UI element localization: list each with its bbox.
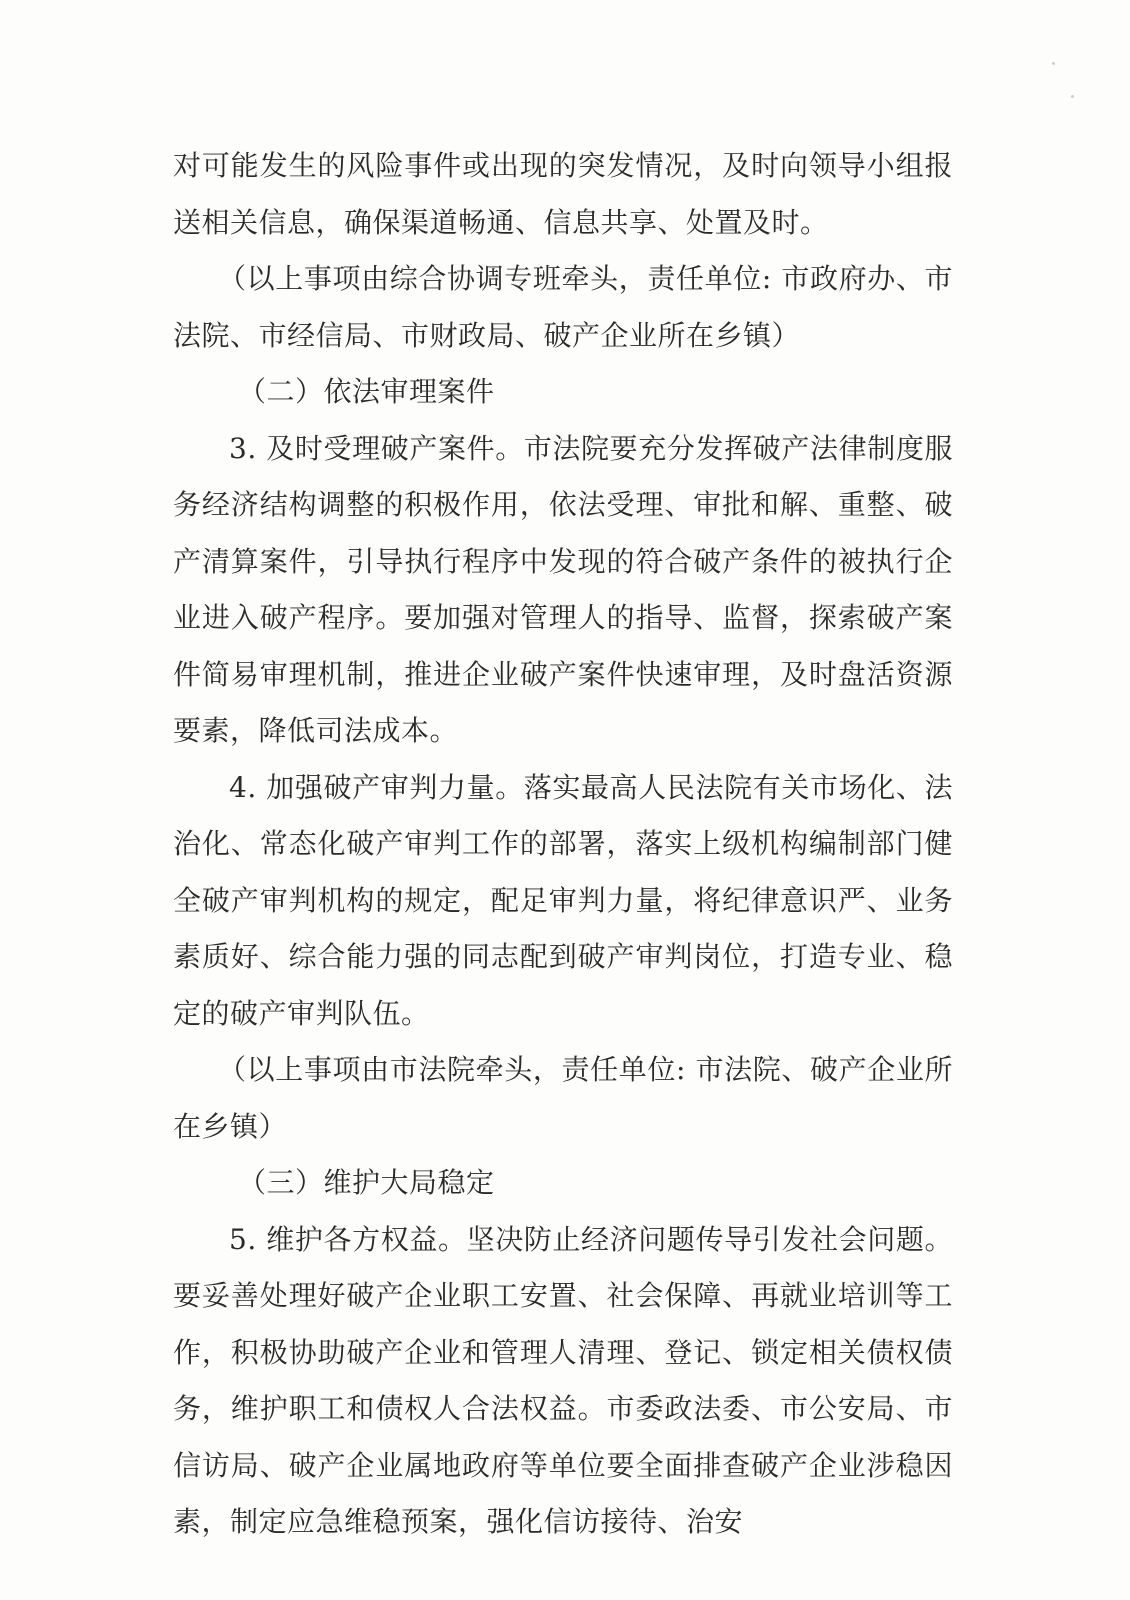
section-heading-stability: （三）维护大局稳定 (238, 1166, 495, 1199)
document-body (173, 138, 953, 1551)
section-heading-trial: （二）依法审理案件 (238, 375, 495, 408)
paragraph-item-5: 5. 维护各方权益。坚决防止经济问题传导引发社会问题。要妥善处理好破产企业职工安置、社会保障、再就业培训等工作，积极协助破产企业和管理人清理、登记、锁定相关债权债务，维护职工和债权人合法权益。市委政法委、市公安局、市信访局、破产企业属地政府等单位要全面排查破产企业涉稳因素，制定应急维稳预案，强化信访接待、治安 (173, 1222, 953, 1538)
paragraph-item-4: 4. 加强破产审判力量。落实最高人民法院有关市场化、法治化、常态化破产审判工作的部署，落实上级机构编制部门健全破产审判机构的规定，配足审判力量，将纪律意识严、业务素质好、综合能力强的同志配到破产审判岗位，打造专业、稳定的破产审判队伍。 (173, 770, 953, 1030)
paragraph-continuation: 对可能发生的风险事件或出现的突发情况，及时向领导小组报送相关信息，确保渠道畅通、信息共享、处置及时。 (173, 149, 953, 239)
scan-speck (1071, 95, 1074, 98)
paragraph-responsibility-note: （以上事项由市法院牵头，责任单位: 市法院、破产企业所在乡镇） (173, 1053, 953, 1143)
scan-speck (1052, 62, 1055, 65)
paragraph-responsibility-note: （以上事项由综合协调专班牵头，责任单位: 市政府办、市法院、市经信局、市财政局、破产企业所在乡镇） (173, 262, 953, 352)
paragraph-item-3: 3. 及时受理破产案件。市法院要充分发挥破产法律制度服务经济结构调整的积极作用，依法受理、审批和解、重整、破产清算案件，引导执行程序中发现的符合破产条件的被执行企业进入破产程序。要加强对管理人的指导、监督，探索破产案件简易审理机制，推进企业破产案件快速审理，及时盘活资源要素，降低司法成本。 (173, 431, 953, 747)
